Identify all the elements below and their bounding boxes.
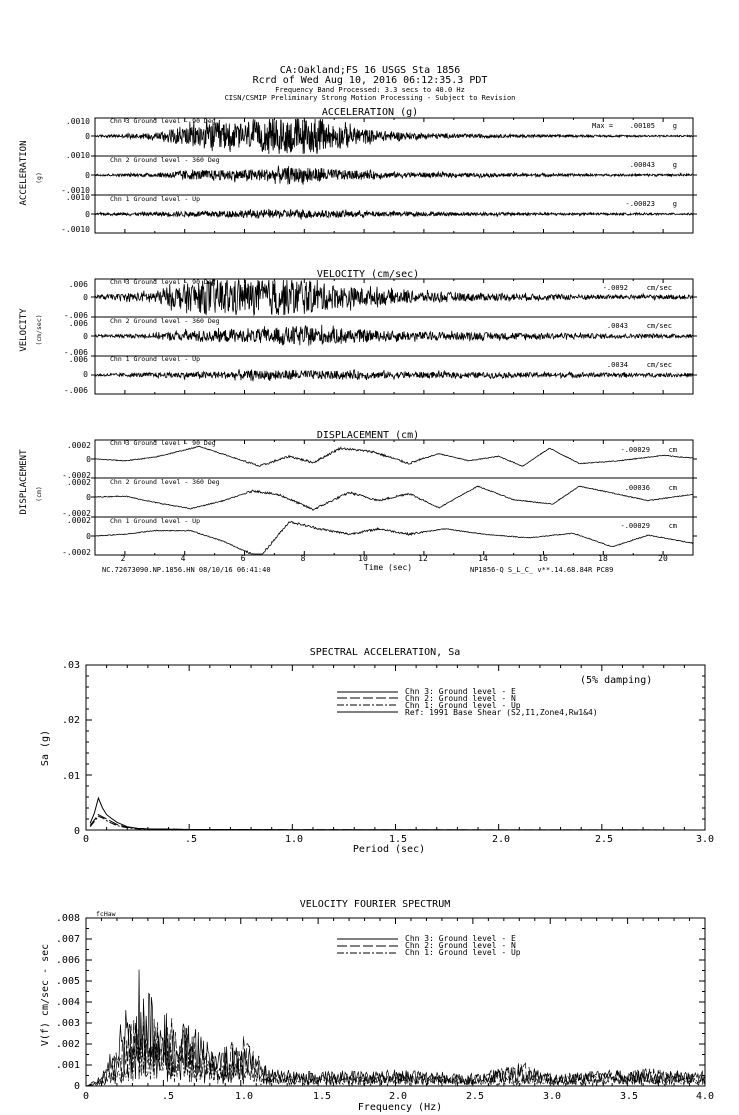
acceleration-section — [19, 107, 697, 234]
header-record: Rcrd of Wed Aug 10, 2016 06:12:35.3 PDT — [252, 75, 488, 86]
displacement-trace-labels — [110, 439, 677, 530]
sa-series-chn3 — [90, 798, 705, 830]
fv-ytick-006: .006 — [55, 955, 80, 966]
fv-xtick-25: 2.5 — [465, 1091, 485, 1102]
dis-chn3-label: Chn 3 Ground level - 90 Deg — [110, 439, 216, 447]
sa-ytick-01: .01 — [61, 771, 80, 782]
vel-tick-zero-3: 0 — [83, 370, 88, 379]
sa-xtick-15: 1.5 — [388, 834, 408, 845]
acceleration-ylabel: ACCELERATION — [19, 140, 29, 206]
fv-xtick-15: 1.5 — [312, 1091, 332, 1102]
footer-right: NP1856-Q S_L_C_ v**.14.68.84R PC89 — [470, 566, 614, 574]
fv-legend-chn3: Chn 3: Ground level - E — [405, 934, 516, 943]
vel-trace-chn1 — [95, 369, 693, 381]
displacement-yticks — [62, 441, 91, 557]
time-tick-20: 20 — [658, 554, 668, 563]
acc-trace-chn1 — [95, 209, 693, 220]
sa-xtick-30: 3.0 — [695, 834, 715, 845]
displacement-title: DISPLACEMENT (cm) — [316, 430, 420, 441]
sa-xtick-0: 0 — [82, 834, 90, 845]
dis-tick-top-1: .0002 — [66, 441, 91, 450]
dis-chn1-label: Chn 1 Ground level - Up — [110, 517, 201, 525]
velocity-unit: (cm/sec) — [35, 314, 43, 346]
fv-ytick-0: 0 — [73, 1081, 80, 1092]
fv-xtick-0: 0 — [82, 1091, 90, 1102]
sa-series-chn1 — [90, 816, 705, 830]
footer-left: NC.72673090.NP.1856.HN 08/10/16 06:41:40 — [102, 566, 271, 574]
vel-chn2-unit: cm/sec — [646, 322, 672, 330]
acc-tick-zero-1: 0 — [85, 132, 90, 141]
acc-chn3-label: Chn 3 Ground level - 90 Deg — [110, 117, 216, 125]
acc-tick-zero-3: 0 — [85, 210, 90, 219]
dis-tick-zero-1: 0 — [86, 455, 91, 464]
vel-tick-bottom-1: -.006 — [63, 311, 88, 320]
time-tick-10: 10 — [358, 554, 368, 563]
vel-chn1-max: .0034 — [606, 361, 628, 369]
velocity-yticks — [64, 280, 88, 395]
spectral-title: SPECTRAL ACCELERATION, Sa — [309, 647, 461, 658]
acc-tick-top-1: .0010 — [65, 117, 90, 126]
vel-chn2-label: Chn 2 Ground level - 360 Deg — [110, 317, 220, 325]
acc-tick-top-3: .0010 — [65, 193, 90, 202]
fv-xtick-20: 2.0 — [388, 1091, 408, 1102]
vel-tick-bottom-3: -.006 — [63, 386, 88, 395]
dis-trace-chn1 — [95, 521, 693, 554]
acc-tick-bottom-2: -.0010 — [61, 186, 90, 195]
fv-ytick-004: .004 — [55, 997, 80, 1008]
displacement-traces — [95, 446, 693, 554]
sa-ytick-0: 0 — [73, 826, 80, 837]
sa-legend-ref: Ref: 1991 Base Shear (S2,I1,Zone4,Rw1&4) — [405, 708, 598, 717]
spectral-series — [90, 798, 705, 830]
fourier-xticks — [83, 1091, 714, 1102]
vel-chn1-unit: cm/sec — [646, 361, 672, 369]
dis-tick-bottom-2: -.0002 — [62, 509, 91, 518]
dis-chn1-unit: cm — [668, 522, 677, 530]
acc-max-prefix: Max = — [592, 122, 614, 130]
time-tick-6: 6 — [240, 554, 246, 563]
fourier-corner-label: fcHaw — [96, 910, 116, 918]
dis-chn2-max: .00036 — [624, 484, 650, 492]
dis-tick-top-2: .0002 — [66, 478, 91, 487]
time-axis — [102, 554, 668, 574]
sa-frame-box — [86, 665, 705, 830]
vel-chn1-label: Chn 1 Ground level - Up — [110, 355, 201, 363]
sa-series-chn2 — [90, 815, 705, 830]
displacement-unit: (cm) — [35, 486, 43, 502]
acc-trace-chn2 — [95, 166, 693, 185]
time-tick-14: 14 — [478, 554, 488, 563]
vel-tick-bottom-2: -.006 — [63, 348, 88, 357]
fv-legend-chn1: Chn 1: Ground level - Up — [405, 948, 521, 957]
sa-xtick-05: .5 — [184, 834, 198, 845]
time-tick-8: 8 — [300, 554, 306, 563]
sa-xtick-10: 1.0 — [284, 834, 304, 845]
dis-tick-bottom-1: -.0002 — [62, 471, 91, 480]
acc-tick-zero-2: 0 — [85, 171, 90, 180]
spectral-acceleration-chart — [40, 647, 714, 855]
fourier-spectrum-chart — [40, 899, 714, 1113]
vel-tick-top-2: .006 — [68, 319, 88, 328]
acc-tick-bottom-1: .0010 — [65, 151, 90, 160]
dis-tick-top-3: .0002 — [66, 516, 91, 525]
velocity-section — [19, 269, 697, 395]
acceleration-traces — [95, 119, 693, 220]
vel-tick-top-1: .006 — [68, 280, 88, 289]
dis-trace-chn2 — [95, 486, 693, 510]
dis-chn1-max: -.00029 — [620, 522, 650, 530]
fv-xtick-10: 1.0 — [234, 1091, 254, 1102]
vel-tick-zero-2: 0 — [83, 332, 88, 341]
spectral-frame — [86, 665, 705, 830]
sa-legend-chn2: Chn 2: Ground level - N — [405, 694, 516, 703]
header-note: CISN/CSMIP Preliminary Strong Motion Processing - Subject to Revision — [224, 94, 516, 102]
header-station: CA:Oakland;FS 16 USGS Sta 1856 — [279, 65, 461, 76]
dis-tick-bottom-3: -.0002 — [62, 548, 91, 557]
sa-xtick-20: 2.0 — [491, 834, 511, 845]
fv-ytick-008: .008 — [55, 913, 80, 924]
fourier-ylabel: V(f) cm/sec - sec — [40, 943, 51, 1047]
fv-ytick-007: .007 — [55, 934, 80, 945]
header-band: Frequency Band Processed: 3.3 secs to 40.0 Hz — [275, 86, 465, 94]
acc-tick-bottom-3: -.0010 — [61, 225, 90, 234]
acc-chn1-max: -.00023 — [625, 200, 655, 208]
spectral-xlabel: Period (sec) — [352, 844, 426, 855]
displacement-section — [19, 430, 697, 557]
fv-xtick-35: 3.5 — [619, 1091, 639, 1102]
fv-xtick-05: .5 — [161, 1091, 175, 1102]
time-tick-2: 2 — [120, 554, 126, 563]
dis-chn2-label: Chn 2 Ground level - 360 Deg — [110, 478, 220, 486]
fv-series-chn2 — [86, 1018, 705, 1086]
fv-xtick-40: 4.0 — [695, 1091, 715, 1102]
time-tick-12: 12 — [418, 554, 428, 563]
spectral-yticks — [62, 660, 80, 837]
dis-tick-zero-3: 0 — [86, 532, 91, 541]
vel-tick-top-3: .006 — [68, 355, 88, 364]
dis-trace-chn3 — [95, 446, 693, 466]
dis-tick-zero-2: 0 — [86, 493, 91, 502]
dis-chn3-max: -.00029 — [620, 446, 650, 454]
fourier-xlabel: Frequency (Hz) — [357, 1102, 443, 1113]
acc-chn2-max: .00043 — [629, 161, 655, 169]
acc-chn3-max: .00105 — [629, 122, 655, 130]
fv-xtick-30: 3.0 — [542, 1091, 562, 1102]
time-tick-4: 4 — [180, 554, 186, 563]
fourier-legend — [337, 934, 521, 957]
velocity-traces — [95, 280, 693, 381]
spectral-damping-note: (5% damping) — [580, 675, 653, 686]
vel-chn3-label: Chn 3 Ground level - 90 Deg — [110, 278, 216, 286]
vel-trace-chn2 — [95, 325, 693, 346]
spectral-legend — [337, 687, 598, 717]
dis-chn3-unit: cm — [668, 446, 677, 454]
acc-chn1-label: Chn 1 Ground level - Up — [110, 195, 201, 203]
sa-ytick-03: .03 — [61, 660, 80, 671]
fv-ytick-005: .005 — [55, 976, 80, 987]
acc-chn1-unit: g — [672, 200, 677, 208]
time-tick-18: 18 — [598, 554, 608, 563]
acc-chn3-unit: g — [672, 122, 677, 130]
fv-ytick-003: .003 — [55, 1018, 80, 1029]
fourier-title: VELOCITY FOURIER SPECTRUM — [299, 899, 451, 910]
spectral-ylabel: Sa (g) — [40, 729, 51, 767]
fv-legend-chn2: Chn 2: Ground level - N — [405, 941, 516, 950]
vel-chn3-max: -.0092 — [602, 284, 628, 292]
sa-legend-chn3: Chn 3: Ground level - E — [405, 687, 516, 696]
vel-chn3-unit: cm/sec — [646, 284, 672, 292]
acc-chn2-label: Chn 2 Ground level - 360 Deg — [110, 156, 220, 164]
acceleration-title: ACCELERATION (g) — [321, 107, 419, 118]
time-tick-16: 16 — [538, 554, 548, 563]
time-axis-label: Time (sec) — [363, 563, 413, 572]
report-header — [225, 65, 516, 102]
fv-ytick-001: .001 — [55, 1060, 80, 1071]
acceleration-yticks — [61, 117, 90, 234]
velocity-title: VELOCITY (cm/sec) — [316, 269, 420, 280]
sa-xtick-25: 2.5 — [594, 834, 614, 845]
velocity-ylabel: VELOCITY — [19, 308, 29, 352]
acc-chn2-unit: g — [672, 161, 677, 169]
sa-ytick-02: .02 — [61, 715, 80, 726]
dis-chn2-unit: cm — [668, 484, 677, 492]
displacement-ylabel: DISPLACEMENT — [19, 449, 29, 515]
spectral-xticks — [83, 834, 714, 845]
fourier-series — [86, 970, 705, 1086]
sa-legend-chn1: Chn 1: Ground level - Up — [405, 701, 521, 710]
vel-chn2-max: .0043 — [606, 322, 628, 330]
fv-ytick-002: .002 — [55, 1039, 80, 1050]
acceleration-unit: (g) — [35, 172, 43, 184]
fourier-yticks — [56, 913, 80, 1092]
vel-tick-zero-1: 0 — [83, 293, 88, 302]
